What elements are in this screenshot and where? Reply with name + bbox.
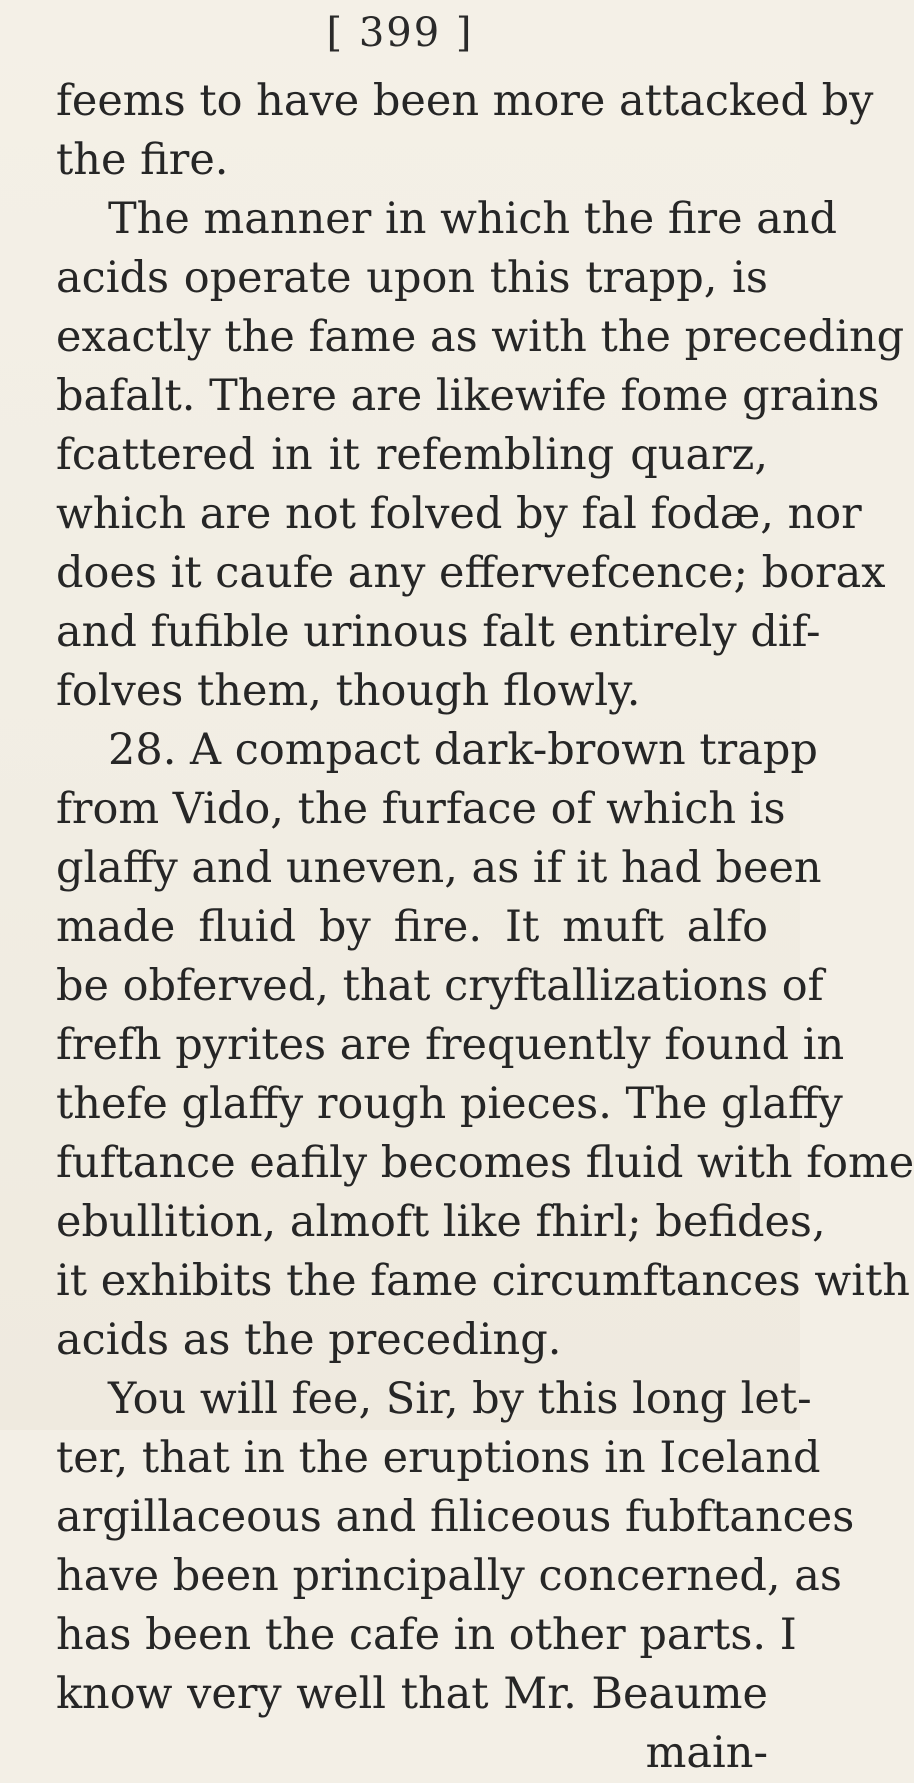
text-line: bafalt. There are likewife fome grains bbox=[56, 371, 880, 421]
text-line: does it caufe any effervefcence; borax bbox=[56, 548, 886, 598]
text-line: acids as the preceding. bbox=[56, 1315, 562, 1365]
text-line: acids operate upon this trapp, is bbox=[56, 253, 768, 303]
page-number: [ 399 ] bbox=[326, 10, 474, 56]
text-line: feems to have been more attacked by bbox=[56, 76, 874, 126]
text-line: and fufible urinous falt entirely dif- bbox=[56, 607, 821, 657]
text-line: made fluid by fire. It muft alfo bbox=[56, 902, 768, 952]
text-line: folves them, though flowly. bbox=[56, 666, 641, 716]
text-line: has been the cafe in other parts. I bbox=[56, 1610, 797, 1660]
paragraph-start-line: The manner in which the fire and bbox=[108, 194, 838, 244]
text-line: argillaceous and filiceous fubftances bbox=[56, 1492, 855, 1542]
text-line: frefh pyrites are frequently found in bbox=[56, 1020, 845, 1070]
text-line: exactly the fame as with the preceding bbox=[56, 312, 905, 362]
text-line: have been principally concerned, as bbox=[56, 1551, 842, 1601]
text-line: ebullition, almoft like fhirl; befides, bbox=[56, 1197, 826, 1247]
text-line: be obferved, that cryftallizations of bbox=[56, 961, 824, 1011]
text-line: thefe glaffy rough pieces. The glaffy bbox=[56, 1079, 843, 1129]
text-line: know very well that Mr. Beaume bbox=[56, 1669, 768, 1719]
catchword: main- bbox=[645, 1728, 768, 1778]
text-line: which are not folved by fal fodæ, nor bbox=[56, 489, 862, 539]
paragraph-start-line: You will fee, Sir, by this long let- bbox=[108, 1374, 812, 1424]
text-line: it exhibits the fame circumftances with bbox=[56, 1256, 910, 1306]
text-line: from Vido, the furface of which is bbox=[56, 784, 786, 834]
text-line: glaffy and uneven, as if it had been bbox=[56, 843, 822, 893]
text-line: fcattered in it refembling quarz, bbox=[56, 430, 768, 480]
paragraph-start-line: 28. A compact dark-brown trapp bbox=[108, 725, 818, 775]
text-line: the fire. bbox=[56, 135, 229, 185]
text-line: ter, that in the eruptions in Iceland bbox=[56, 1433, 821, 1483]
body-text bbox=[56, 72, 914, 1783]
text-line: fuftance eafily becomes fluid with fome bbox=[56, 1138, 914, 1188]
